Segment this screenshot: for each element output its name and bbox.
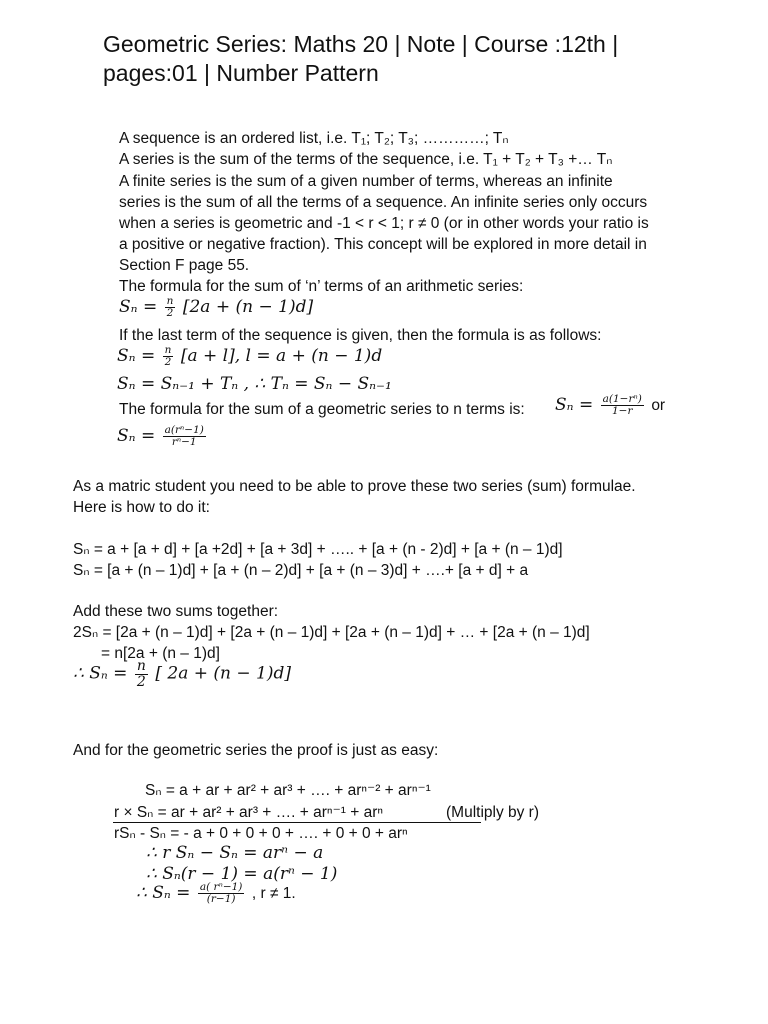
numerator: n: [136, 658, 146, 674]
formula-rhs: [a + l], l = a + (n − 1)d: [180, 345, 383, 366]
paragraph-line: Add these two sums together:: [73, 603, 279, 620]
geometric-sum-formula-1: [555, 394, 665, 417]
condition-text: , r ≠ 1.: [251, 884, 296, 902]
numerator: a(rⁿ−1): [164, 424, 204, 436]
geometric-step-1: ∴ r Sₙ − Sₙ = arⁿ − a: [146, 843, 324, 863]
page-title-line-2: pages:01 | Number Pattern: [103, 60, 379, 86]
geometric-sum-forward: Sₙ = a + ar + ar² + ar³ + …. + arⁿ⁻² + arⁿ⁻¹: [145, 782, 431, 799]
arithmetic-sum-formula: [119, 296, 313, 319]
formula-lhs: Sₙ =: [119, 296, 158, 317]
sum-simplified: = n[2a + (n – 1)d]: [101, 645, 220, 662]
denominator: (r−1): [206, 893, 236, 906]
geometric-difference: rSₙ - Sₙ = - a + 0 + 0 + 0 + …. + 0 + 0 + arⁿ: [114, 825, 408, 842]
paragraph-line: series is the sum of all the terms of a sequence. An infinite series only occurs: [119, 194, 648, 211]
fraction: [163, 345, 174, 368]
formula-rhs: [2a + (n − 1)d]: [182, 296, 314, 317]
denominator: 2: [166, 307, 174, 320]
paragraph-line: Here is how to do it:: [73, 499, 210, 516]
paragraph-line: A finite series is the sum of a given number of terms, whereas an infinite: [119, 173, 613, 190]
numerator: n: [164, 344, 172, 356]
page-title-line-1: Geometric Series: Maths 20 | Note | Course :12th |: [103, 31, 619, 57]
fraction: [198, 882, 245, 905]
numerator: n: [166, 295, 174, 307]
geometric-sum-multiplied: r × Sₙ = ar + ar² + ar³ + …. + arⁿ⁻¹ + arⁿ: [114, 804, 384, 821]
fraction: [135, 659, 148, 689]
denominator: 1−r: [612, 405, 633, 418]
sequence-definition: A sequence is an ordered list, i.e. T₁; T₂; T₃; …………; Tₙ: [119, 130, 509, 147]
formula-rhs: [ 2a + (n − 1)d]: [155, 663, 291, 684]
sum-forward: Sₙ = a + [a + d] + [a +2d] + [a + 3d] + ….. + [a + (n - 2)d] + [a + (n – 1)d]: [73, 541, 563, 558]
formula-lhs: Sₙ =: [555, 394, 594, 415]
paragraph-line: And for the geometric series the proof is just as easy:: [73, 742, 439, 759]
numerator: a( rⁿ−1): [199, 881, 243, 893]
fraction: [601, 394, 644, 417]
sum-reverse: Sₙ = [a + (n – 1)d] + [a + (n – 2)d] + [a + (n – 3)d] + ….+ [a + d] + a: [73, 562, 529, 579]
denominator: 2: [164, 356, 172, 369]
fraction: [165, 296, 176, 319]
formula-lhs: Sₙ =: [117, 425, 156, 446]
arithmetic-sum-conclusion: [73, 659, 291, 689]
denominator: 2: [136, 673, 146, 690]
fraction: [163, 425, 206, 448]
geometric-sum-conclusion: [136, 882, 296, 905]
term-relation-formula: Sₙ = Sₙ₋₁ + Tₙ , ∴ Tₙ = Sₙ − Sₙ₋₁: [117, 374, 392, 394]
series-definition: A series is the sum of the terms of the sequence, i.e. T₁ + T₂ + T₃ +… Tₙ: [119, 151, 613, 168]
sum-doubled: 2Sₙ = [2a + (n – 1)d] + [2a + (n – 1)d] + [2a + (n – 1)d] + … + [2a + (n – 1)d]: [73, 624, 590, 641]
last-term-formula: [117, 345, 382, 368]
or-text: or: [651, 396, 666, 414]
formula-lhs: ∴ Sₙ =: [73, 663, 128, 684]
paragraph-line: As a matric student you need to be able to prove these two series (sum) formulae.: [73, 478, 636, 495]
subtraction-rule: [113, 822, 481, 823]
paragraph-line: a positive or negative fraction). This concept will be explored in more detail in: [119, 236, 647, 253]
last-term-intro: If the last term of the sequence is given, then the formula is as follows:: [119, 327, 602, 344]
arithmetic-formula-intro: The formula for the sum of ‘n’ terms of an arithmetic series:: [119, 278, 524, 295]
numerator: a(1−rⁿ): [602, 393, 642, 405]
denominator: rⁿ−1: [171, 436, 197, 449]
paragraph-line: when a series is geometric and -1 < r < 1; r ≠ 0 (or in other words your ratio is: [119, 215, 649, 232]
paragraph-line: Section F page 55.: [119, 257, 250, 274]
geometric-sum-formula-2: [117, 425, 209, 448]
formula-lhs: Sₙ =: [117, 345, 156, 366]
geometric-step-2: ∴ Sₙ(r − 1) = a(rⁿ − 1): [146, 864, 338, 884]
multiply-note: (Multiply by r): [446, 804, 540, 821]
geometric-formula-intro: The formula for the sum of a geometric series to n terms is:: [119, 401, 525, 418]
formula-lhs: ∴ Sₙ =: [136, 882, 191, 903]
